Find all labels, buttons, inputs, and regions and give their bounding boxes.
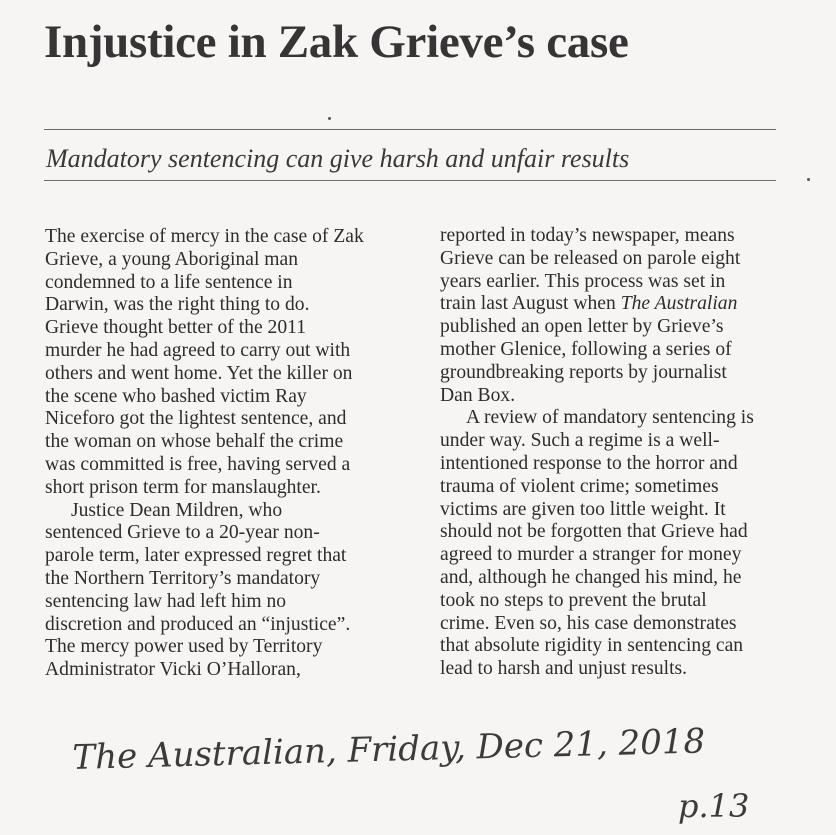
body-line: crime. Even so, his case demonstrates xyxy=(440,612,737,634)
body-line: and, although he changed his mind, he xyxy=(440,566,742,588)
body-line: mother Glenice, following a series of xyxy=(440,338,732,360)
body-line: Grieve thought better of the 2011 xyxy=(45,317,306,339)
body-line: Dan Box. xyxy=(440,384,516,406)
body-line: groundbreaking reports by journalist xyxy=(440,361,727,383)
body-line: others and went home. Yet the killer on xyxy=(45,362,353,384)
body-line: reported in today’s newspaper, means xyxy=(440,225,735,246)
handwritten-page-note: p.13 xyxy=(678,787,750,825)
body-line: train last August when The Australian xyxy=(440,293,738,315)
body-line: published an open letter by Grieve’s xyxy=(440,316,724,338)
body-line: under way. Such a regime is a well- xyxy=(440,430,720,452)
body-line: Grieve can be released on parole eight xyxy=(440,247,741,269)
body-line: took no steps to prevent the brutal xyxy=(440,589,707,611)
body-line: should not be forgotten that Grieve had xyxy=(440,521,748,543)
body-line: lead to harsh and unjust results. xyxy=(440,658,688,680)
body-line: Niceforo got the lightest sentence, and xyxy=(45,408,347,430)
body-line: murder he had agreed to carry out with xyxy=(45,339,351,361)
body-line: victims are given too little weight. It xyxy=(440,498,726,520)
body-line: parole term, later expressed regret that xyxy=(45,545,347,567)
body-line: sentencing law had left him no xyxy=(45,590,287,612)
body-line: sentenced Grieve to a 20-year non- xyxy=(45,522,320,544)
scan-speck xyxy=(807,178,810,181)
body-line: condemned to a life sentence in xyxy=(45,271,293,293)
body-line: that absolute rigidity in sentencing can xyxy=(440,635,744,657)
body-line: agreed to murder a stranger for money xyxy=(440,544,742,566)
body-line: Grieve, a young Aboriginal man xyxy=(45,248,299,270)
body-line: years earlier. This process was set in xyxy=(440,270,726,292)
body-line: Justice Dean Mildren, who xyxy=(71,499,283,521)
standfirst: Mandatory sentencing can give harsh and unfair results xyxy=(46,144,630,173)
body-line: intentioned response to the horror and xyxy=(440,452,738,474)
body-line: the woman on whose behalf the crime xyxy=(45,431,344,453)
body-line: discretion and produced an “injustice”. xyxy=(45,613,351,635)
body-line: The mercy power used by Territory xyxy=(45,636,323,658)
body-column-2 xyxy=(440,225,800,681)
body-line: was committed is free, having served a xyxy=(45,453,351,475)
bottom-rule xyxy=(44,180,776,181)
scan-speck xyxy=(328,117,331,120)
body-column-1 xyxy=(45,226,430,682)
body-line: The exercise of mercy in the case of Zak xyxy=(45,226,364,247)
body-line: trauma of violent crime; sometimes xyxy=(440,475,719,497)
body-line: A review of mandatory sentencing is xyxy=(466,407,754,429)
headline: Injustice in Zak Grieve’s case xyxy=(44,16,629,68)
body-line: the Northern Territory’s mandatory xyxy=(45,567,321,589)
top-rule xyxy=(44,129,776,130)
body-line: the scene who bashed victim Ray xyxy=(45,385,307,407)
body-line: Darwin, was the right thing to do. xyxy=(45,294,310,316)
handwritten-source-note: The Australian, Friday, Dec 21, 2018 xyxy=(72,721,706,778)
body-line: Administrator Vicki O’Halloran, xyxy=(45,659,301,681)
body-line: short prison term for manslaughter. xyxy=(45,476,321,498)
